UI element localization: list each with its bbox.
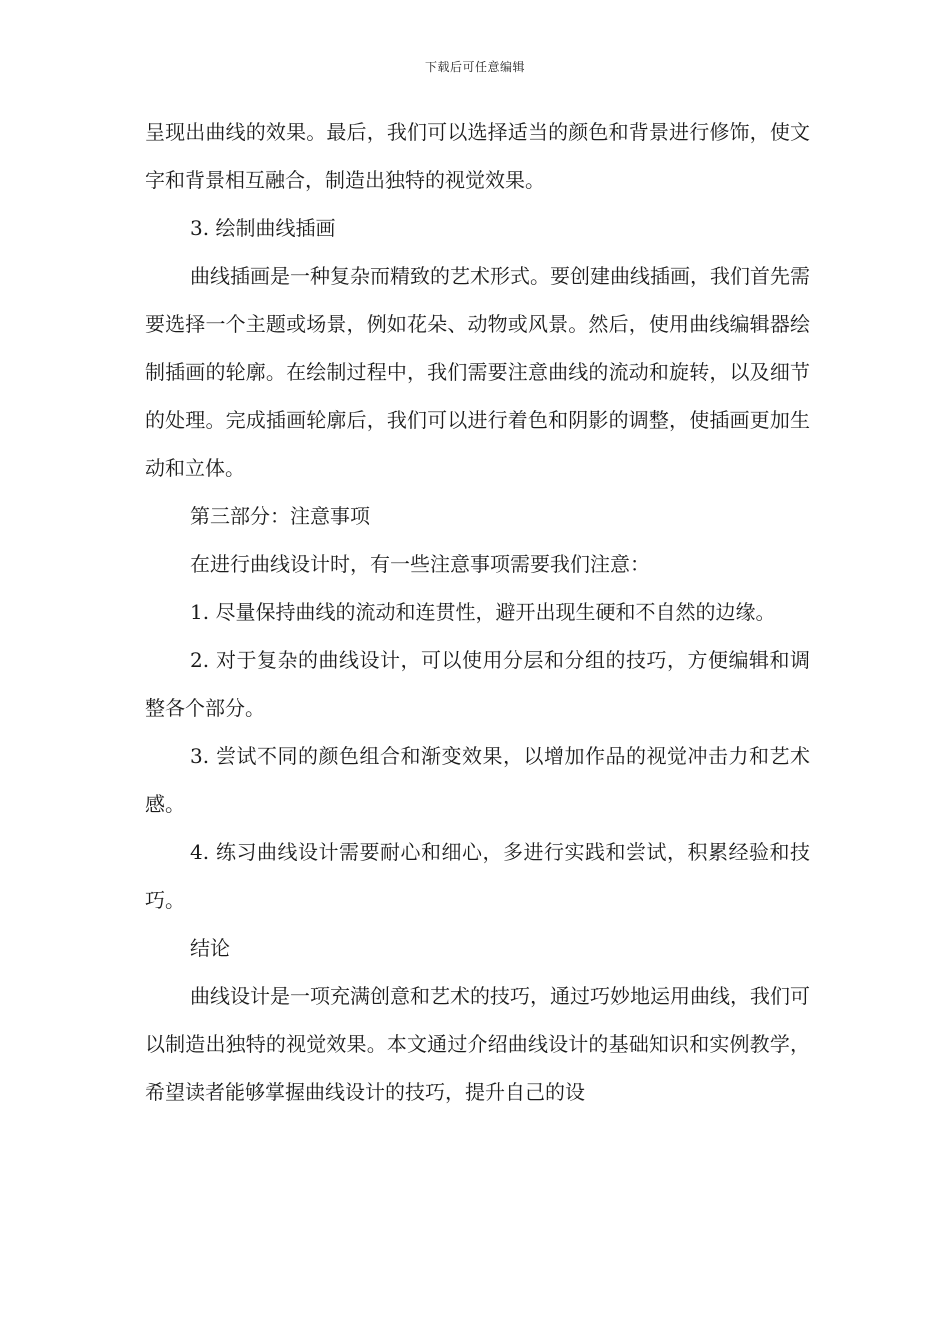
paragraph-curve-illustration: 曲线插画是一种复杂而精致的艺术形式。要创建曲线插画，我们首先需要选择一个主题或场景，例如花朵、动物或风景。然后，使用曲线编辑器绘制插画的轮廓。在绘制过程中，我们需要注意曲线的流动和旋转，以及细节的处理。完成插画轮廓后，我们可以进行着色和阴影的调整，使插画更加生动和立体。: [145, 264, 810, 480]
list-item-note-3: 3. 尝试不同的颜色组合和渐变效果，以增加作品的视觉冲击力和艺术感。: [145, 744, 810, 816]
list-item-note-1: 1. 尽量保持曲线的流动和连贯性，避开出现生硬和不自然的边缘。: [190, 600, 776, 624]
paragraph-continuation: 呈现出曲线的效果。最后，我们可以选择适当的颜色和背景进行修饰，使文字和背景相互融合，制造出独特的视觉效果。: [145, 120, 810, 192]
list-item-note-4: 4. 练习曲线设计需要耐心和细心，多进行实践和尝试，积累经验和技巧。: [145, 840, 810, 912]
page-header-note: 下载后可任意编辑: [424, 60, 525, 74]
list-item-note-2: 2. 对于复杂的曲线设计，可以使用分层和分组的技巧，方便编辑和调整各个部分。: [145, 648, 810, 720]
section-heading-draw-curve-illustration: 3. 绘制曲线插画: [190, 216, 336, 240]
document-body: [145, 108, 810, 1116]
paragraph-notes-intro: 在进行曲线设计时，有一些注意事项需要我们注意：: [190, 552, 650, 576]
section-heading-part-three: 第三部分：注意事项: [190, 504, 370, 528]
paragraph-conclusion: 曲线设计是一项充满创意和艺术的技巧，通过巧妙地运用曲线，我们可以制造出独特的视觉效果。本文通过介绍曲线设计的基础知识和实例教学，希望读者能够掌握曲线设计的技巧，提升自己的设: [145, 984, 810, 1104]
section-heading-conclusion: 结论: [190, 936, 230, 960]
